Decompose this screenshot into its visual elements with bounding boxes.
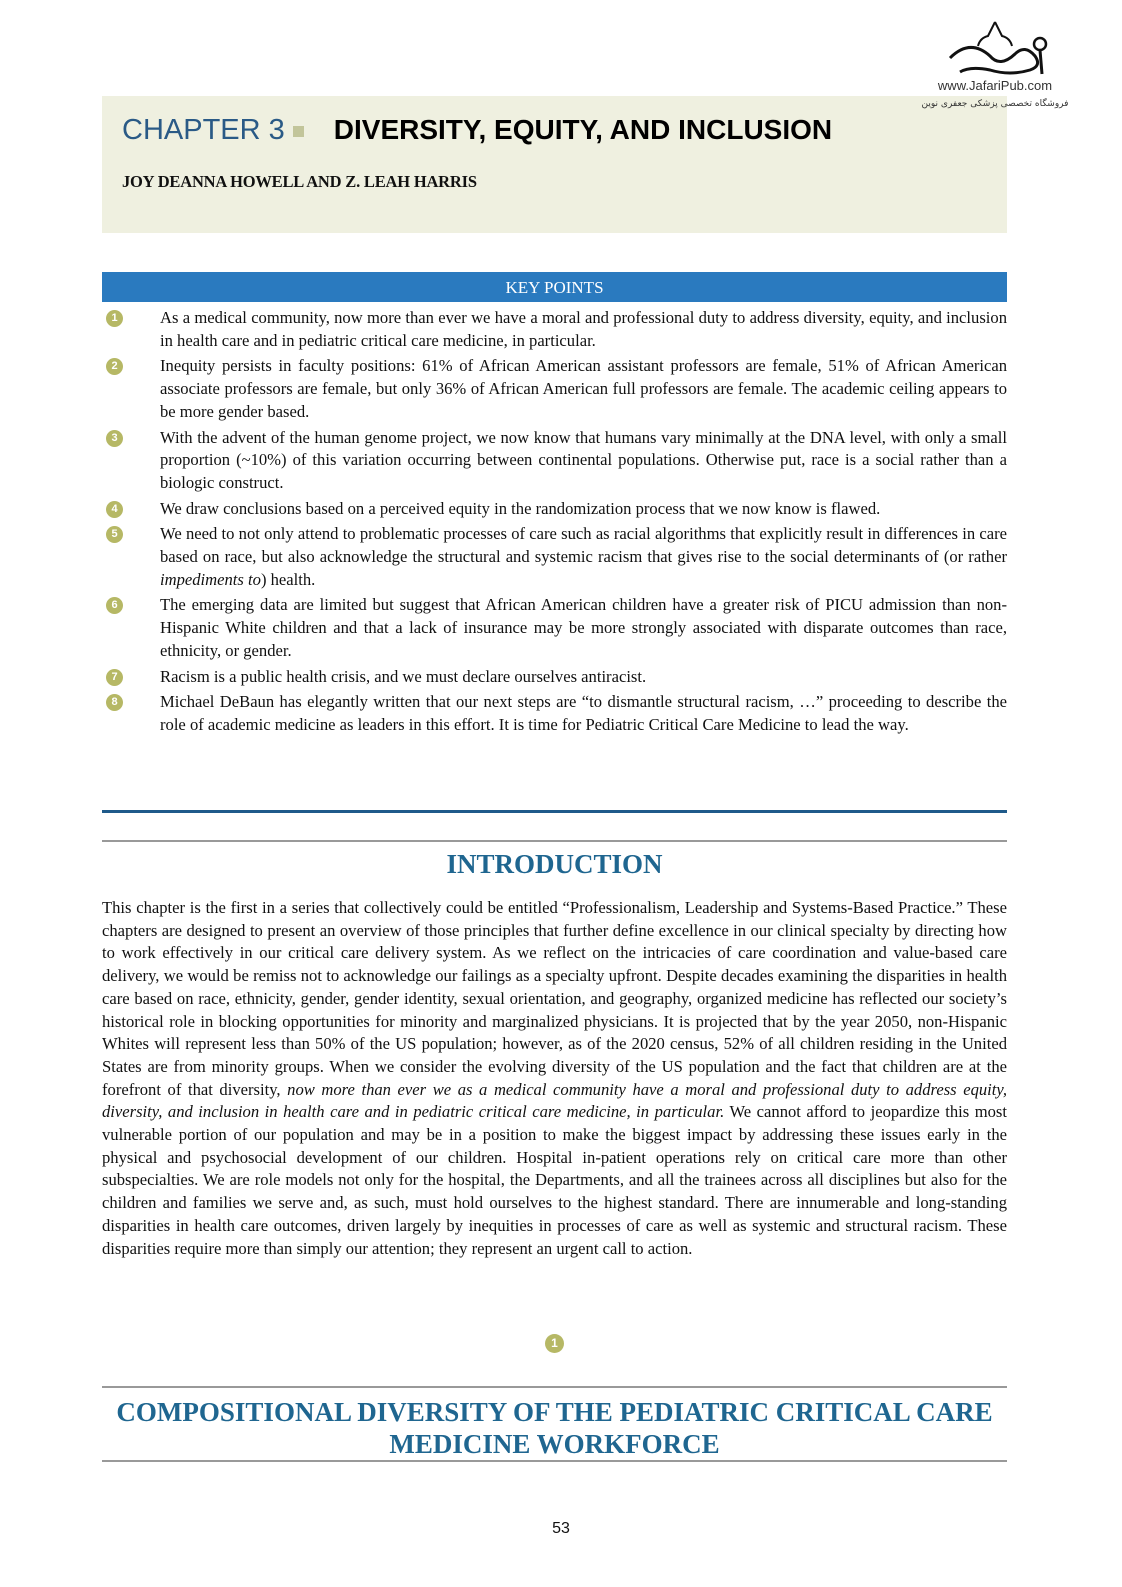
key-point-text: Michael DeBaun has elegantly written that our next steps are “to dismantle structural racism, …” proceeding to describe the role of academic medicine as leaders in this effort. It is time for Pediatric Critical Care Medicine to lead the way. [160, 692, 1007, 734]
key-point [102, 355, 1007, 423]
key-point-text: We need to not only attend to problematic processes of care such as racial algorithms that explicitly result in differences in care based on race, but also acknowledge the structural and systemic racism that gives rise to the social determinants of (or rather [160, 524, 1007, 567]
intro-italic-text: now more than ever we as a medical community have a moral and professional duty to address equity, diversity, and inclusion in health care and in pediatric critical care medicine, in particular. [102, 1079, 1007, 1122]
chapter-title: DIVERSITY, EQUITY, AND INCLUSION [333, 114, 833, 145]
introduction-paragraph [102, 897, 1007, 1260]
intro-text: We cannot afford to jeopardize this most vulnerable portion of our population and may be in a position to make the biggest impact by addressing these issues early in the physical and psychosocial development of our children. Hospital in-patient operations rely on critical care more than other subspecialties. We are role models not only for the hospital, the Departments, and all the trainees across all disciplines but also for the children and families we serve and, as such, must hold ourselves to the highest standard. There are innumerable and long-standing disparities in health care outcomes, driven largely by inequities in processes of care as well as systemic and structural racism. These disparities require more than simply our attention; they represent an urgent call to action. [102, 1102, 1007, 1258]
key-point-text: ) health. [260, 569, 316, 589]
key-point-text: Inequity persists in faculty positions: 61% of African American assistant professors are female, 51% of African American associate professors are female, but only 36% of African American full professors are female. The academic ceiling appears to be more gender based. [160, 356, 1007, 421]
page-number: 53 [552, 1520, 570, 1537]
key-point [102, 523, 1007, 591]
key-point [102, 691, 1007, 736]
publisher-watermark [900, 18, 1090, 109]
section-divider [102, 1460, 1007, 1462]
number-badge-icon: 6 [106, 597, 123, 614]
key-point [102, 427, 1007, 495]
square-bullet-icon [293, 126, 304, 137]
key-points-list [102, 307, 1007, 740]
chapter-header [102, 96, 1007, 233]
key-point [102, 307, 1007, 352]
key-point-text: We draw conclusions based on a perceived equity in the randomization process that we now know is flawed. [160, 498, 881, 518]
number-badge-icon: 2 [106, 358, 123, 375]
intro-text: This chapter is the first in a series that collectively could be entitled “Professionalism, Leadership and Systems-Based Practice.” These chapters are designed to present an overview of those principles that further define excellence in our clinical specialty by directing how to work effectively in our critical care delivery system. As we reflect on the intricacies of care coordination and value-based care delivery, we would be remiss not to acknowledge our failings as a specialty upfront. Despite decades examining the disparities in health care based on race, ethnicity, gender, gender identity, sexual orientation, and geography, organized medicine has reflected our society’s historical role in blocking opportunities for minority and marginalized physicians. It is projected that by the year 2050, non-Hispanic Whites will represent less than 50% of the US population; however, as of the 2020 census, 52% of all children residing in the United States are from minority groups. When we consider the evolving diversity of the US population and the fact that children are at the forefront of that diversity, [102, 898, 1007, 1099]
number-badge-icon: 8 [106, 694, 123, 711]
watermark-url: www.JafariPub.com [937, 78, 1053, 93]
number-badge-icon: 4 [106, 501, 123, 518]
section-heading: COMPOSITIONAL DIVERSITY OF THE PEDIATRIC CRITICAL CARE MEDICINE WORKFORCE [116, 1397, 993, 1459]
key-points-heading: KEY POINTS [102, 272, 1007, 302]
key-point-text: With the advent of the human genome project, we now know that humans vary minimally at the DNA level, with only a small proportion (~10%) of this variation occurring between continental populations. Otherwise put, race is a social rather than a biologic construct. [160, 427, 1007, 492]
number-badge-icon: 3 [106, 430, 123, 447]
calligraphy-logo-icon [930, 18, 1060, 80]
number-badge-icon: 7 [106, 669, 123, 686]
chapter-authors: JOY DEANNA HOWELL AND Z. LEAH HARRIS [122, 172, 477, 191]
key-point [102, 666, 1007, 689]
key-points-divider [102, 810, 1007, 813]
key-point-text: As a medical community, now more than ever we have a moral and professional duty to address diversity, equity, and inclusion in health care and in pediatric critical care medicine, in particular. [160, 308, 1007, 350]
section-divider [102, 1386, 1007, 1388]
key-point-text: The emerging data are limited but suggest that African American children have a greater risk of PICU admission than non-Hispanic White children and that a lack of insurance may be more strongly associated with disparate outcomes than race, ethnicity, or gender. [160, 595, 1007, 660]
key-point [102, 498, 1007, 521]
key-point-reference-badge: 1 [545, 1334, 564, 1353]
watermark-tagline: فروشگاه تخصصی پزشکی جعفری نوین [921, 99, 1069, 109]
introduction-heading: INTRODUCTION [446, 849, 663, 879]
key-point [102, 594, 1007, 662]
section-divider [102, 840, 1007, 842]
key-point-text: Racism is a public health crisis, and we must declare ourselves antiracist. [160, 666, 647, 686]
number-badge-icon: 5 [106, 526, 123, 543]
key-point-italic: impediments to [160, 569, 261, 589]
number-badge-icon: 1 [106, 310, 123, 327]
chapter-number: CHAPTER 3 [122, 114, 285, 146]
